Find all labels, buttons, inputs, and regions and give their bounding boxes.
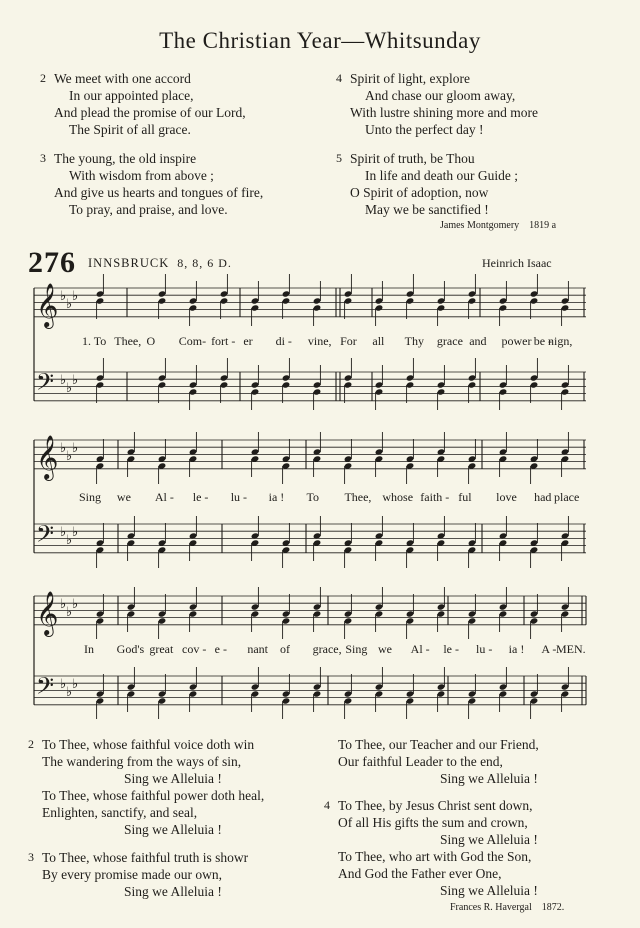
author-year: 1872. — [541, 902, 565, 913]
hymn276-verse-2 — [28, 736, 265, 838]
flat-sign-icon: ♭ — [66, 685, 73, 700]
lyric-syllable: O — [146, 334, 156, 348]
lyric-syllable: we — [116, 490, 131, 504]
page-title: The Christian Year—Whitsunday — [159, 28, 481, 53]
lyric-syllable: Com- — [178, 334, 207, 348]
lyric-syllable: Al - — [410, 642, 430, 656]
verse-line: Sing we Alleluia ! — [124, 884, 222, 899]
verse-line: To Thee, whose faithful power doth heal, — [42, 788, 265, 803]
flat-sign-icon: ♭ — [66, 605, 73, 620]
lyric-syllable: A - — [541, 642, 557, 656]
lyric-syllable: le - — [192, 490, 209, 504]
lyric-syllable: 1. To — [82, 334, 107, 348]
lyric-syllable: be - — [533, 334, 553, 348]
lyric-syllable: Al - — [154, 490, 174, 504]
tune-meter: 8, 8, 6 D. — [177, 256, 232, 270]
lyric-syllable: grace, — [312, 642, 342, 656]
verse-line: Sing we Alleluia ! — [440, 771, 538, 786]
lyric-syllable: lu - — [476, 642, 493, 656]
verse-number: 5 — [336, 151, 342, 165]
verse-line: In life and death our Guide ; — [365, 168, 518, 183]
verse-number: 3 — [40, 151, 46, 165]
flat-sign-icon: ♭ — [72, 597, 79, 612]
lyric-syllable: ful — [458, 490, 472, 504]
verse-line: The wandering from the ways of sin, — [42, 754, 242, 769]
lyric-syllable: ia ! — [268, 490, 285, 504]
lyric-syllable: Sing — [79, 490, 102, 504]
lyric-syllable: lu - — [230, 490, 248, 504]
author-name: James Montgomery — [440, 220, 520, 231]
verse-line: Sing we Alleluia ! — [440, 883, 538, 898]
verse-line: With lustre shining more and more — [350, 105, 539, 120]
flat-sign-icon: ♭ — [60, 525, 67, 540]
flat-sign-icon: ♭ — [72, 441, 79, 456]
lyric-syllable: nant — [247, 642, 268, 656]
treble-clef-icon: 𝄞 — [36, 283, 59, 327]
hymn276-verse-3-cont — [338, 736, 539, 787]
verse-number: 2 — [28, 737, 34, 751]
flat-sign-icon: ♭ — [72, 373, 79, 388]
lyric-syllable: For — [340, 334, 357, 348]
verse-line: To Thee, who art with God the Son, — [338, 849, 532, 864]
author-name: Frances R. Havergal — [450, 902, 532, 913]
flat-sign-icon: ♭ — [66, 381, 73, 396]
verse-line: To Thee, by Jesus Christ sent down, — [338, 798, 533, 813]
bass-clef-icon: 𝄢 — [36, 368, 55, 401]
verse-number: 4 — [336, 71, 342, 85]
lyric-syllable: Sing — [345, 642, 368, 656]
flat-sign-icon: ♭ — [66, 297, 73, 312]
lyric-syllable: nign, — [548, 334, 573, 348]
lyric-syllable: Thee, — [344, 490, 372, 504]
flat-sign-icon: ♭ — [66, 533, 73, 548]
flat-sign-icon: ♭ — [60, 373, 67, 388]
flat-sign-icon: ♭ — [60, 289, 67, 304]
verse-line: Unto the perfect day ! — [365, 122, 484, 137]
lyric-syllable: To — [306, 490, 320, 504]
verse-line: Spirit of truth, be Thou — [350, 151, 475, 166]
verse-line: To Thee, whose faithful voice doth win — [42, 737, 255, 752]
verse-line: Sing we Alleluia ! — [440, 832, 538, 847]
lyric-syllable: of — [280, 642, 290, 656]
verse-line: Sing we Alleluia ! — [124, 771, 222, 786]
verse-line: In our appointed place, — [69, 88, 194, 103]
verse-line: Enlighten, sanctify, and seal, — [42, 805, 198, 820]
verse-line: With wisdom from above ; — [69, 168, 214, 183]
verse-line: Of all His gifts the sum and crown, — [338, 815, 528, 830]
lyric-syllable: whose — [382, 490, 414, 504]
flat-sign-icon: ♭ — [60, 677, 67, 692]
lyric-syllable: love — [496, 490, 517, 504]
author-year: 1819 a — [529, 220, 557, 231]
lyric-syllable: vine, — [307, 334, 332, 348]
lyric-syllable: ia ! — [508, 642, 525, 656]
lyric-syllable: In — [84, 642, 94, 656]
lyric-syllable: fort - — [211, 334, 236, 348]
verse-line: The young, the old inspire — [54, 151, 197, 166]
verse-line: And God the Father ever One, — [338, 866, 502, 881]
lyric-syllable: grace — [436, 334, 463, 348]
verse-number: 4 — [324, 798, 330, 812]
verse-line: And plead the promise of our Lord, — [54, 105, 246, 120]
hymn276-verse-3 — [28, 849, 249, 900]
verse-line: O Spirit of adoption, now — [350, 185, 489, 200]
verse-line: To Thee, whose faithful truth is showr — [42, 850, 249, 865]
verse-line: To Thee, our Teacher and our Friend, — [338, 737, 539, 752]
lyric-syllable: e - — [214, 642, 227, 656]
verse-line: We meet with one accord — [54, 71, 191, 86]
lyric-syllable: cov - — [182, 642, 207, 656]
verse-line: Spirit of light, explore — [350, 71, 470, 86]
hymn-number: 276 — [28, 246, 76, 279]
bass-clef-icon: 𝄢 — [36, 672, 55, 705]
verse-line: By every promise made our own, — [42, 867, 222, 882]
lyric-syllable: Thy — [404, 334, 424, 348]
lyric-syllable: le - — [443, 642, 459, 656]
verse-line: The Spirit of all grace. — [69, 122, 191, 137]
lyric-syllable: all — [372, 334, 385, 348]
verse-number: 2 — [40, 71, 46, 85]
flat-sign-icon: ♭ — [72, 289, 79, 304]
treble-clef-icon: 𝄞 — [36, 435, 59, 479]
bass-clef-icon: 𝄢 — [36, 520, 55, 553]
verse-number: 3 — [28, 850, 34, 864]
verse-line: To pray, and praise, and love. — [69, 202, 228, 217]
lyric-syllable: Thee, — [114, 334, 142, 348]
verse-line: And chase our gloom away, — [365, 88, 516, 103]
flat-sign-icon: ♭ — [60, 597, 67, 612]
lyric-syllable: di - — [275, 334, 292, 348]
lyric-syllable: had — [534, 490, 552, 504]
lyric-syllable: power — [501, 334, 532, 348]
composer-name: Heinrich Isaac — [482, 256, 552, 270]
flat-sign-icon: ♭ — [72, 677, 79, 692]
lyric-syllable: er — [243, 334, 253, 348]
verse-line: May we be sanctified ! — [365, 202, 489, 217]
verse-line: And give us hearts and tongues of fire, — [54, 185, 264, 200]
lyric-syllable: and — [469, 334, 487, 348]
flat-sign-icon: ♭ — [72, 525, 79, 540]
lyric-syllable: place — [554, 490, 580, 504]
hymn276-attribution — [450, 902, 564, 913]
flat-sign-icon: ♭ — [66, 449, 73, 464]
flat-sign-icon: ♭ — [60, 441, 67, 456]
treble-clef-icon: 𝄞 — [36, 591, 59, 635]
lyric-syllable: God's — [116, 642, 145, 656]
lyric-syllable: we — [378, 642, 392, 656]
tune-name: INNSBRUCK — [88, 256, 170, 270]
verse-line: Sing we Alleluia ! — [124, 822, 222, 837]
hymn276-verse-4 — [324, 797, 538, 899]
verse-line: Our faithful Leader to the end, — [338, 754, 503, 769]
lyric-syllable: MEN. — [556, 642, 586, 656]
lyric-syllable: faith - — [420, 490, 450, 504]
lyric-syllable: great — [149, 642, 174, 656]
